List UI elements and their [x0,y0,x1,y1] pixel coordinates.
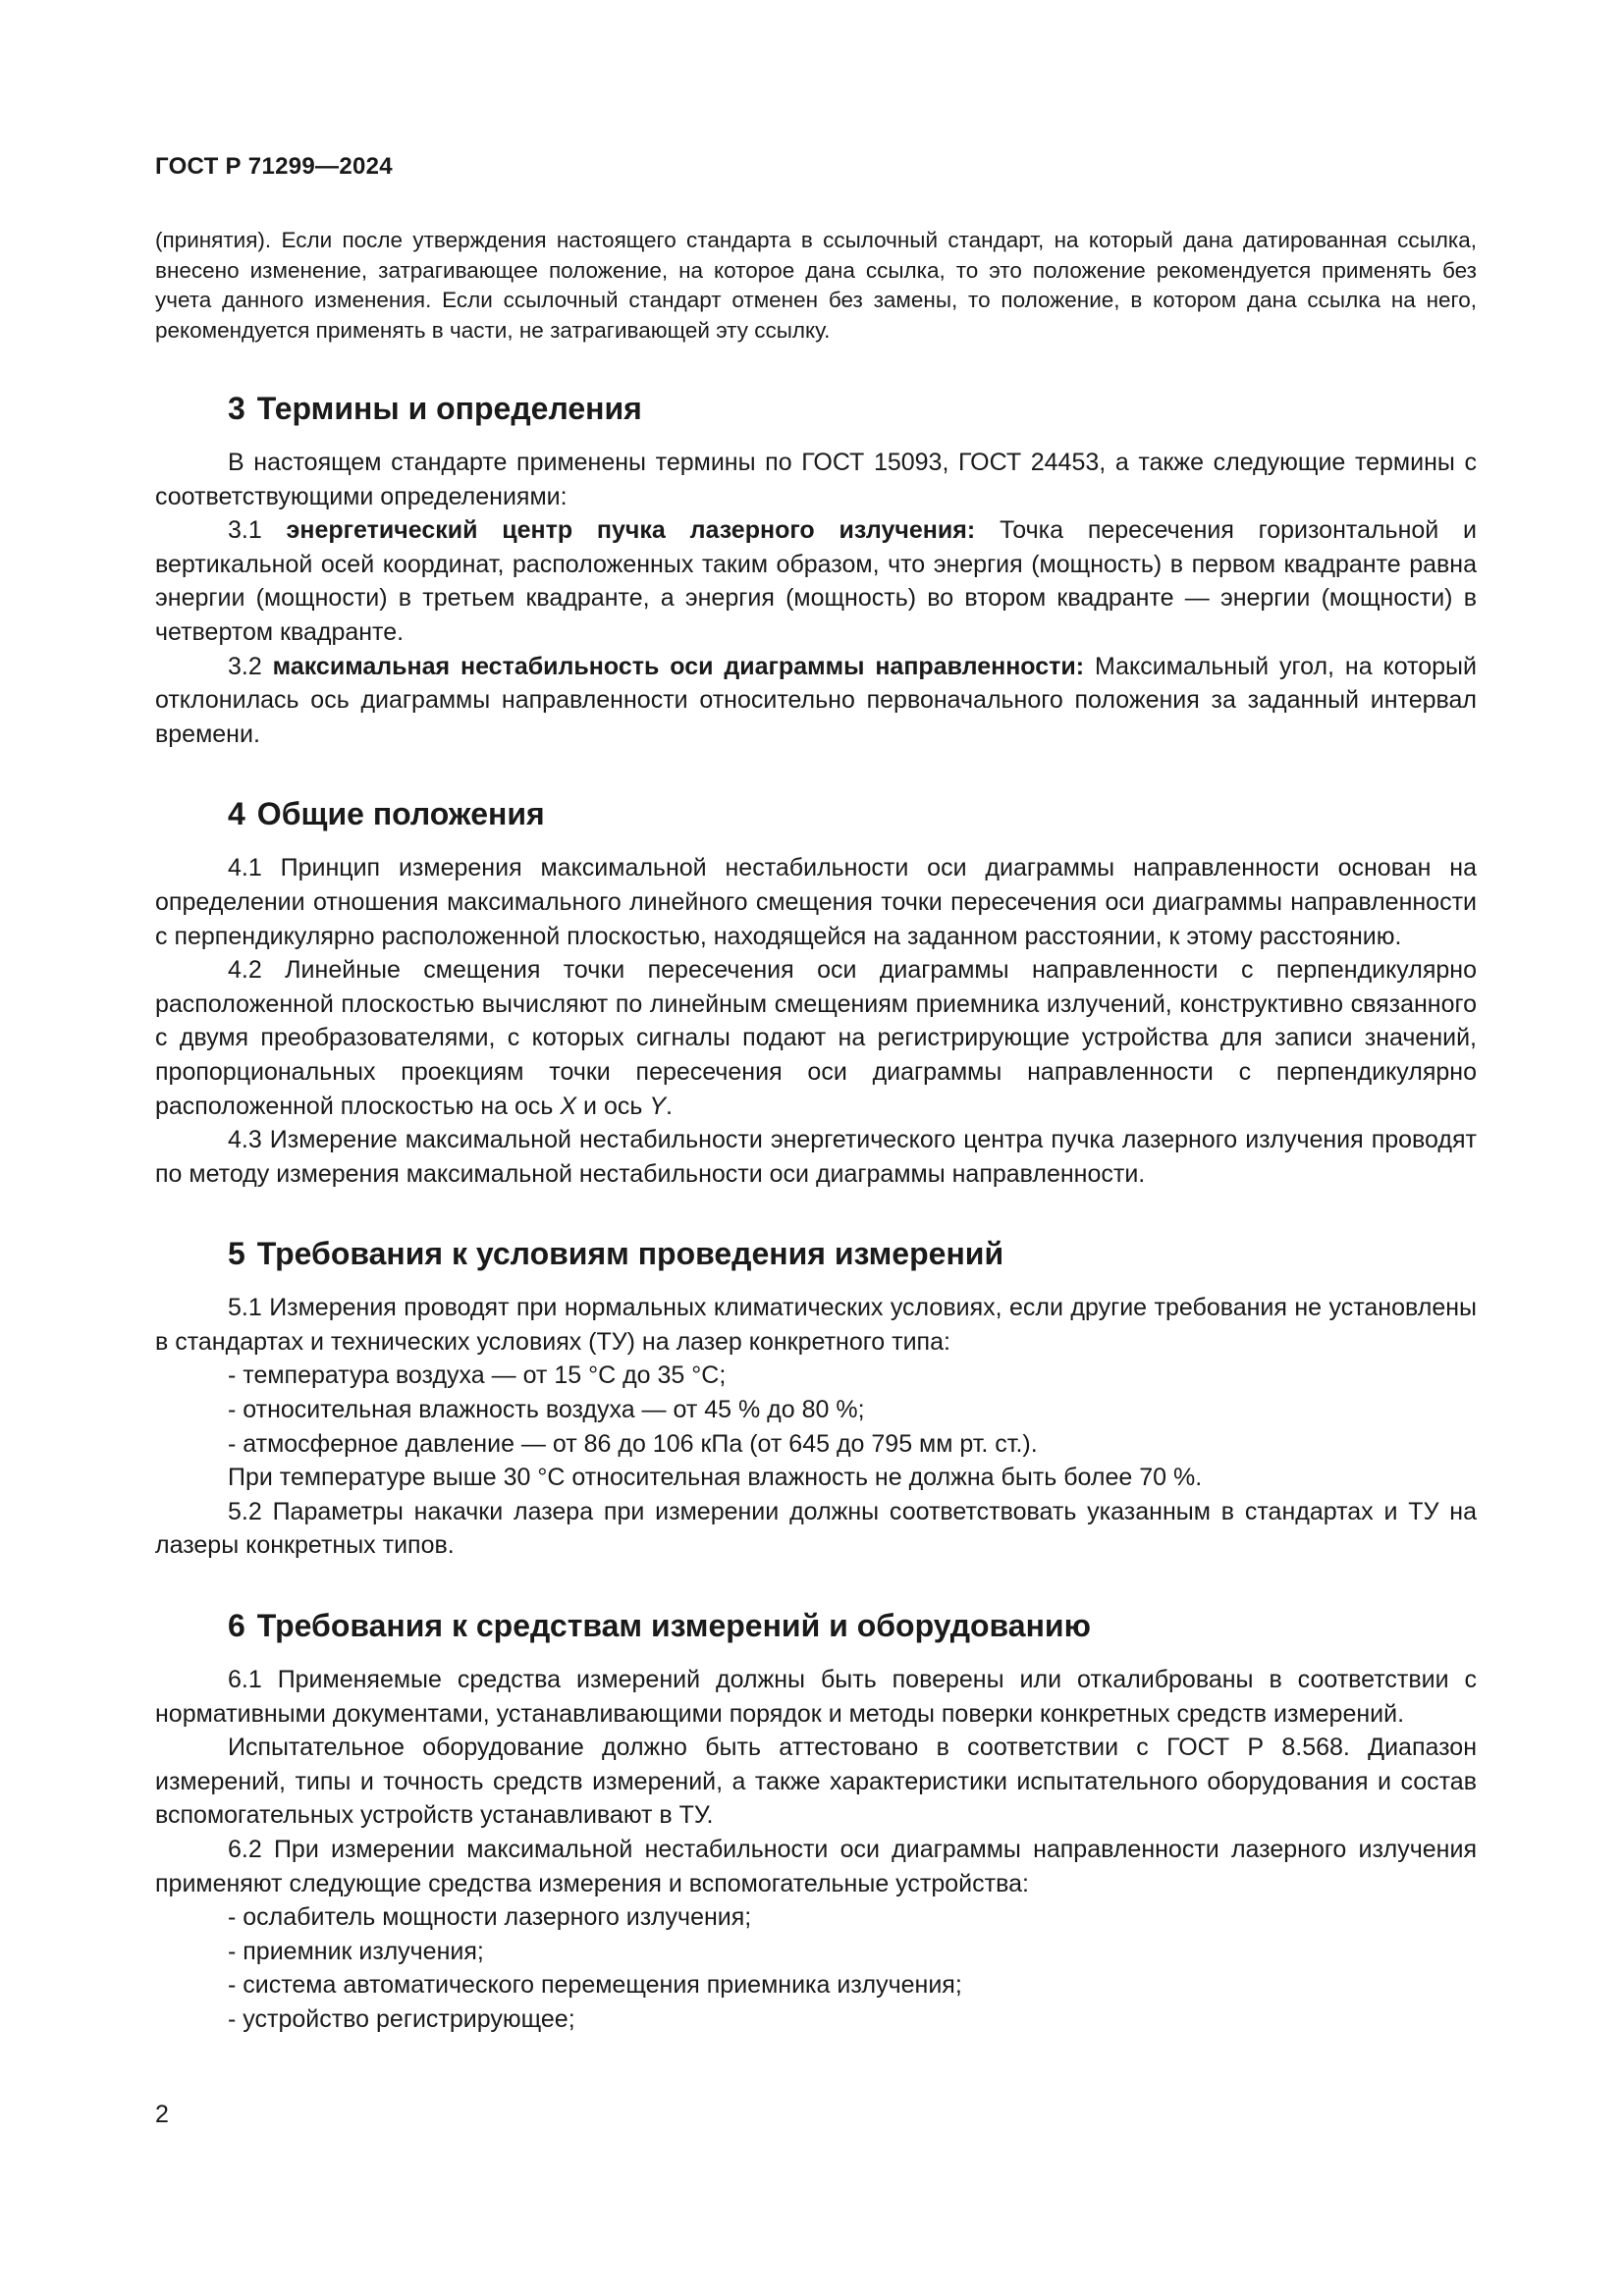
list-item: - относительная влажность воздуха — от 45 % до 80 %; [228,1396,865,1424]
section-3-intro: В настоящем стандарте применены термины по ГОСТ 15093, ГОСТ 24453, а также следующие термины с соответствующими определениями: [155,449,1477,510]
list-item: - система автоматического перемещения приемника излучения; [228,1971,962,2000]
term-3-1-number: 3.1 [228,516,262,545]
section-3-title: Термины и определения [256,391,642,426]
intro-paragraph: (принятия). Если после утверждения настоящего стандарта в ссылочный стандарт, на который дана датированная ссылка, внесено изменение, затрагивающее положение, на которое дана ссылка, то это положение рекомендуется применять без учета данного изменения. Если ссылочный стандарт отменен без замены, то положение, в котором дана ссылка на него, рекомендуется применять в части, не затрагивающей эту ссылку. [155,228,1477,343]
list-item: - устройство регистрирующее; [228,2004,575,2033]
paragraph-5-1: 5.1 Измерения проводят при нормальных климатических условиях, если другие требования не установлены в стандартах и технических условиях (ТУ) на лазер конкретного типа: [155,1294,1477,1356]
term-3-2 [155,650,1477,752]
section-5-heading [228,1234,1477,1273]
axis-y-label: Y [649,1092,667,1120]
section-3-heading [228,389,1477,428]
document-header: ГОСТ Р 71299—2024 [155,153,393,180]
paragraph-6-1b: Испытательное оборудование должно быть аттестовано в соответствии с ГОСТ Р 8.568. Диапазон измерений, типы и точность средств измерений, а также характеристики испытательного оборудования и состав вспомогательных устройств устанавливают в ТУ. [155,1734,1477,1830]
list-item: - температура воздуха — от 15 °С до 35 °С; [228,1362,727,1390]
paragraph-4-2-text: 4.2 Линейные смещения точки пересечения оси диаграммы направленности с перпендикулярно расположенной плоскостью вычисляют по линейным смещениям приемника излучений, конструктивно связанного с двумя преобразователями, с которых сигналы подают на регистрирующие устройства для записи значений, пропорциональных проекциям точки пересечения оси диаграммы направленности с перпендикулярно расположенной плоскостью на ось [155,956,1477,1120]
term-3-1-name: энергетический центр пучка лазерного излучения: [286,516,976,545]
section-6-heading [228,1606,1477,1645]
paragraph-6-1: 6.1 Применяемые средства измерений должны быть поверены или откалиброваны в соответствии с нормативными документами, устанавливающими порядок и методы поверки конкретных средств измерений. [155,1666,1477,1728]
list-item: - приемник излучения; [228,1937,484,1965]
paragraph-4-2-and: и ось [583,1092,643,1120]
section-4-heading [228,794,1477,833]
paragraph-4-3: 4.3 Измерение максимальной нестабильности энергетического центра пучка лазерного излучения проводят по методу измерения максимальной нестабильности оси диаграммы направленности. [155,1126,1477,1188]
section-4-number: 4 [228,796,245,832]
section-3-number: 3 [228,391,245,426]
paragraph-4-1: 4.1 Принцип измерения максимальной нестабильности оси диаграммы направленности основан на определении отношения максимального линейного смещения точки пересечения оси диаграммы направленности с перпендикулярно расположенной плоскостью, находящейся на заданном расстоянии, к этому расстоянию. [155,854,1477,950]
paragraph-6-2: 6.2 При измерении максимальной нестабильности оси диаграммы направленности лазерного излучения применяют следующие средства измерения и вспомогательные устройства: [155,1836,1477,1897]
section-5-title: Требования к условиям проведения измерений [256,1236,1004,1272]
section-5-number: 5 [228,1236,245,1272]
axis-x-label: X [560,1092,577,1120]
humidity-note: При температуре выше 30 °С относительная влажность не должна быть более 70 %. [228,1464,1203,1492]
paragraph-4-2: 4.2 Линейные смещения точки пересечения оси диаграммы направленности с перпендикулярно расположенной плоскостью вычисляют по линейным смещениям приемника излучений, конструктивно связанного с двумя преобразователями, с которых сигналы подают на регистрирующие устройства для записи значений, пропорциональных проекциям точки пересечения оси диаграммы направленности с перпендикулярно расположенной плоскостью на ось X и ось Y. [155,956,1477,1120]
term-3-2-number: 3.2 [228,652,262,680]
page-number: 2 [155,2101,169,2128]
list-item: - атмосферное давление — от 86 до 106 кПа (от 645 до 795 мм рт. ст.). [228,1429,1038,1458]
term-3-1 [155,513,1477,649]
term-3-1-definition: Точка пересечения горизонтальной и вертикальной осей координат, расположенных таким образом, что энергия (мощность) в первом квадранте равна энергии (мощности) в третьем квадранте, а энергия (мощность) во втором квадранте — энергии (мощности) в четвертом квадранте. [155,516,1477,646]
term-3-2-name: максимальная нестабильность оси диаграммы направленности: [272,652,1085,680]
section-4-title: Общие положения [256,796,545,832]
document-body [155,226,1477,2037]
list-item: - ослабитель мощности лазерного излучения; [228,1903,752,1932]
term-3-2-definition: Максимальный угол, на который отклонилась ось диаграммы направленности относительно первоначального положения за заданный интервал времени. [155,652,1477,748]
section-6-number: 6 [228,1608,245,1644]
paragraph-5-2: 5.2 Параметры накачки лазера при измерении должны соответствовать указанным в стандартах и ТУ на лазеры конкретных типов. [155,1497,1477,1560]
section-6-title: Требования к средствам измерений и оборудованию [256,1608,1091,1644]
